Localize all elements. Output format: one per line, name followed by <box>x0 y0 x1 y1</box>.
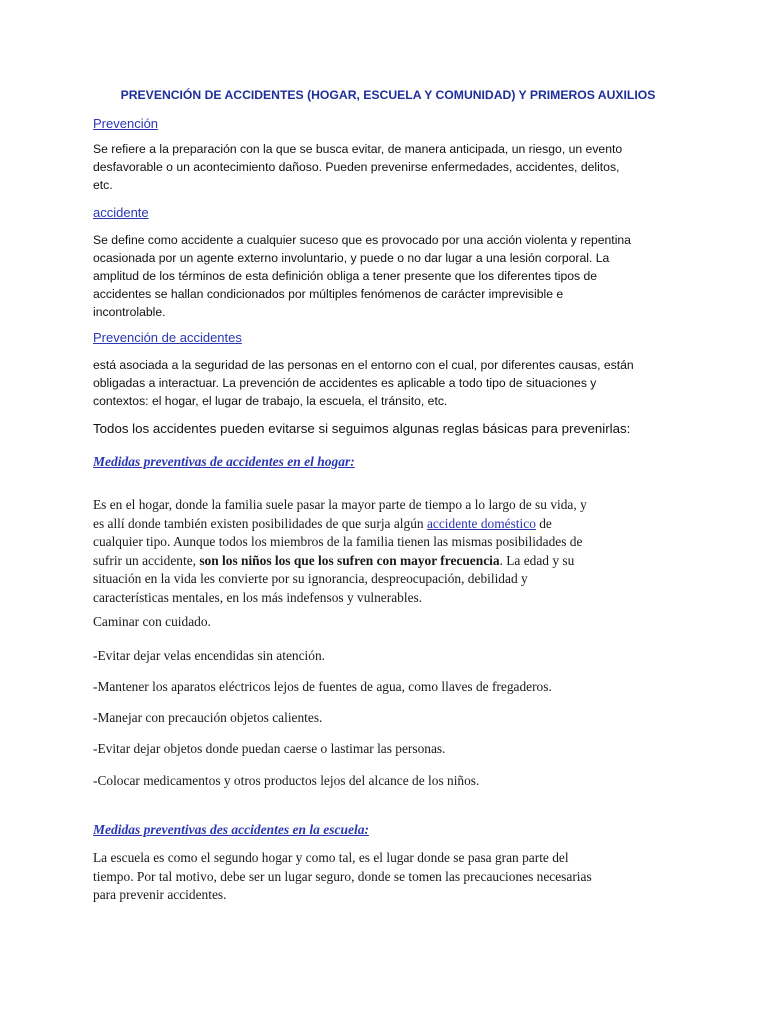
text-line: contextos: el hogar, el lugar de trabajo, la escuela, el tránsito, etc. <box>93 394 448 408</box>
text-line <box>93 552 683 571</box>
text-line: ocasionada por un agente externo involuntario, y puede o no dar lugar a una lesión corporal. La <box>93 251 610 265</box>
text-line: está asociada a la seguridad de las personas en el entorno con el cual, por diferentes causas, están <box>93 358 634 372</box>
text-line: Se refiere a la preparación con la que se busca evitar, de manera anticipada, un riesgo, un evento <box>93 142 623 156</box>
text-line: características mentales, en los más indefensos y vulnerables. <box>93 589 423 605</box>
text-line: incontrolable. <box>93 305 166 319</box>
text-line: etc. <box>93 178 113 192</box>
text-segment: es allí donde también existen posibilidades de que surja algún <box>93 515 427 531</box>
text-segment: de <box>535 515 552 531</box>
list-item: -Manejar con precaución objetos calientes. <box>93 710 323 725</box>
bold-text: son los niños los que los sufren con mayor frecuencia <box>199 552 500 568</box>
text-segment: sufrir un accidente, <box>93 552 200 568</box>
heading-prevencion[interactable]: Prevención <box>93 116 159 131</box>
text-line: desfavorable o un acontecimiento dañoso. Pueden prevenirse enfermedades, accidentes, delitos, <box>93 160 620 174</box>
heading-accidente[interactable]: accidente <box>93 205 149 220</box>
text-line: La escuela es como el segundo hogar y como tal, es el lugar donde se pasa gran parte del <box>93 850 569 865</box>
list-item: Caminar con cuidado. <box>93 614 211 629</box>
paragraph-prevencion <box>93 140 683 194</box>
heading-hogar[interactable]: Medidas preventivas de accidentes en el hogar: <box>93 454 355 469</box>
list-item: -Colocar medicamentos y otros productos lejos del alcance de los niños. <box>93 773 480 788</box>
document-title: PREVENCIÓN DE ACCIDENTES (HOGAR, ESCUELA Y COMUNIDAD) Y PRIMEROS AUXILIOS <box>120 88 656 102</box>
text-line: obligadas a interactuar. La prevención de accidentes es aplicable a todo tipo de situaciones y <box>93 376 597 390</box>
text-line: tiempo. Por tal motivo, debe ser un lugar seguro, donde se tomen las precauciones necesarias <box>93 868 592 884</box>
text-segment: . La edad y su <box>499 552 575 568</box>
list-item: -Evitar dejar objetos donde puedan caerse o lastimar las personas. <box>93 741 446 756</box>
text-line: amplitud de los términos de esta definición obliga a tener presente que los diferentes tipos de <box>93 269 598 283</box>
text-line: cualquier tipo. Aunque todos los miembros de la familia tienen las mismas posibilidades de <box>93 534 583 549</box>
link-accidente-domestico[interactable]: accidente doméstico <box>426 515 536 531</box>
list-item: -Mantener los aparatos eléctricos lejos de fuentes de agua, como llaves de fregaderos. <box>93 679 552 694</box>
text-line: accidentes se hallan condicionados por múltiples fenómenos de carácter imprevisible e <box>93 287 564 301</box>
text-line: Es en el hogar, donde la familia suele pasar la mayor parte de tiempo a lo largo de su vida, y <box>93 497 587 512</box>
paragraph-escuela <box>93 849 683 905</box>
heading-escuela[interactable]: Medidas preventivas des accidentes en la escuela: <box>93 822 369 837</box>
paragraph-prevencion-accidentes <box>93 356 683 410</box>
text-line <box>93 515 683 534</box>
paragraph-accidente <box>93 231 683 321</box>
text-line: situación en la vida les convierte por su ignorancia, despreocupación, debilidad y <box>93 571 528 586</box>
paragraph-hogar <box>93 496 683 607</box>
heading-prevencion-accidentes[interactable]: Prevención de accidentes <box>93 330 242 345</box>
lead-sentence: Todos los accidentes pueden evitarse si seguimos algunas reglas básicas para prevenirlas: <box>93 421 631 436</box>
list-item: -Evitar dejar velas encendidas sin atención. <box>93 648 326 663</box>
text-line: para prevenir accidentes. <box>93 887 227 902</box>
text-line: Se define como accidente a cualquier suceso que es provocado por una acción violenta y repentina <box>93 233 631 247</box>
